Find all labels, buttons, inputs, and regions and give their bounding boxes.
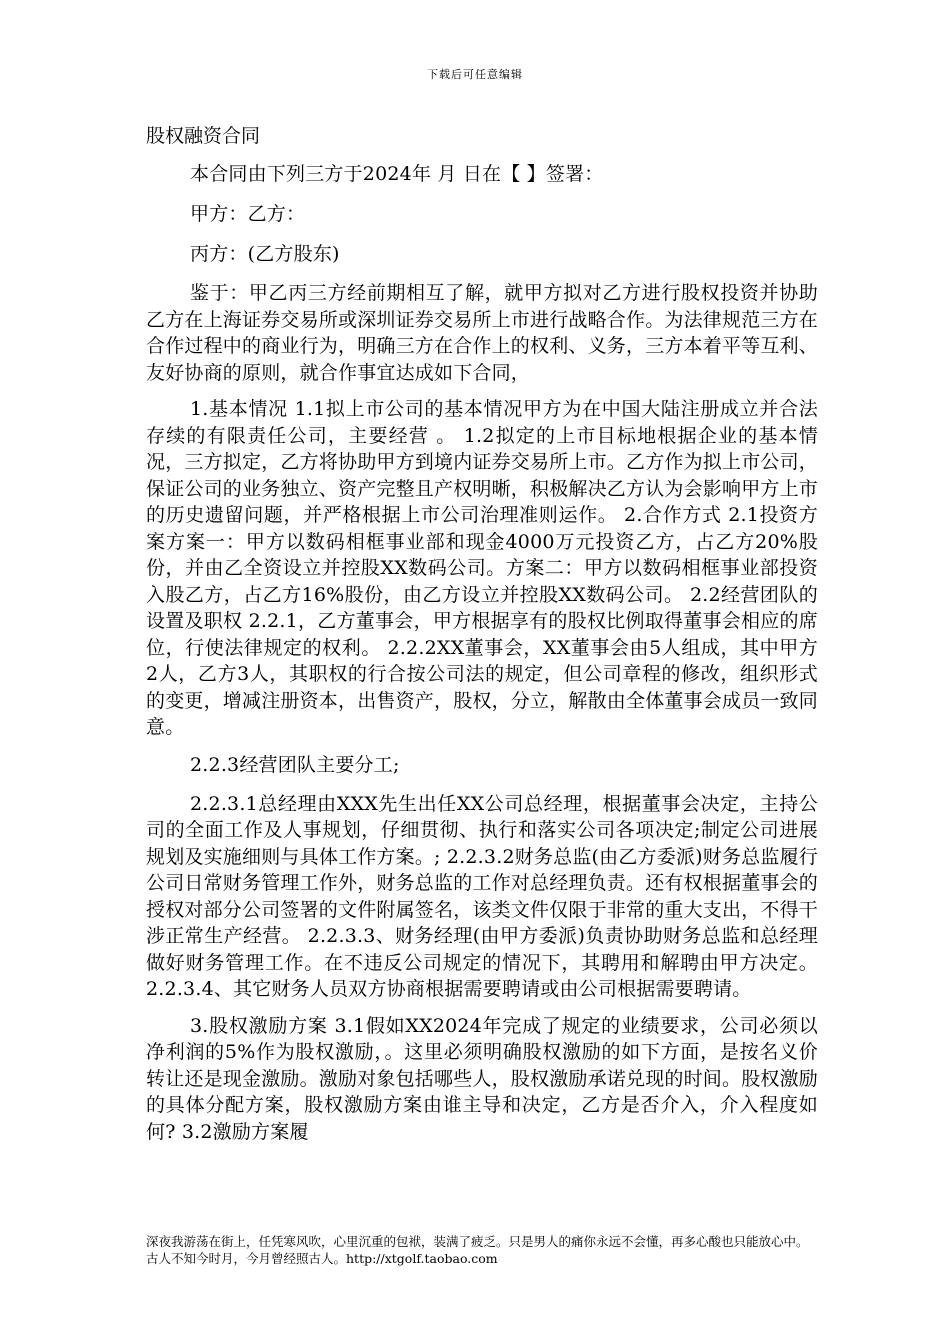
paragraph-whereas: 鉴于：甲乙丙三方经前期相互了解，就甲方拟对乙方进行股权投资并协助乙方在上海证券交易所或深圳证券交易所上市进行战略合作。为法律规范三方在合作过程中的商业行为，明确三方在合作上的权利、义务，三方本着平等互利、友好协商的原则，就合作事宜达成如下合同， bbox=[146, 282, 819, 384]
paragraph-section-3: 3.股权激励方案 3.1假如XX2024年完成了规定的业绩要求，公司必须以净利润的5%作为股权激励，。这里必须明确股权激励的如下方面，是按名义价转让还是现金激励。激励对象包括哪些人，股权激励承诺兑现的时间。股权激励的具体分配方案，股权激励方案由谁主导和决定，乙方是否介入，介入程度如何? 3.2激励方案履 bbox=[146, 1014, 819, 1143]
paragraph-section-2-2-3-x: 2.2.3.1总经理由XXX先生出任XX公司总经理，根据董事会决定，主持公司的全面工作及人事规划，仔细贯彻、执行和落实公司各项决定;制定公司进展规划及实施细则与具体工作方案。; 2.2.3.2财务总监(由乙方委派)财务总监履行公司日常财务管理工作外，财务总监的工作对总经理负责。还有权根据董事会的授权对部分公司签署的文件附属签名，该类文件仅限于非常的重大支出，不得干涉正常生产经营。 2.2.3.3、财务经理(由甲方委派)负责协助财务总监和总经理做好财务管理工作。在不违反公司规定的情况下，其聘用和解聘由甲方决定。 2.2.3.4、其它财务人员双方协商根据需要聘请或由公司根据需要聘请。 bbox=[146, 792, 819, 1000]
page-header-note: 下载后可任意编辑 bbox=[427, 68, 523, 81]
paragraph-party-c: 丙方：(乙方股东) bbox=[190, 243, 340, 265]
paragraph-party-a-b: 甲方：乙方： bbox=[190, 203, 306, 225]
paragraph-section-2-2-3: 2.2.3经营团队主要分工; bbox=[190, 753, 400, 776]
document-body bbox=[146, 122, 818, 1155]
paragraph-signing: 本合同由下列三方于2024年 月 日在【 】签署： bbox=[190, 163, 604, 185]
paragraph-section-1-2: 1.基本情况 1.1拟上市公司的基本情况甲方为在中国大陆注册成立并合法存续的有限责任公司，主要经营 。 1.2拟定的上市目标地根据企业的基本情况，三方拟定，乙方将协助甲方到境内证券交易所上市。乙方作为拟上市公司，保证公司的业务独立、资产完整且产权明晰，积极解决乙方认为会影响甲方上市的历史遗留问题，并严格根据上市公司治理准则运作。 2.合作方式 2.1投资方案方案一：甲方以数码相框事业部和现金4000万元投资乙方，占乙方20%股份，并由乙全资设立并控股XX数码公司。方案二：甲方以数码相框事业部投资入股乙方，占乙方16%股份，由乙方设立并控股XX数码公司。 2.2经营团队的设置及职权 2.2.1，乙方董事会，甲方根据享有的股权比例取得董事会相应的席位，行使法律规定的权利。 2.2.2XX董事会，XX董事会由5人组成，其中甲方2人，乙方3人，其职权的行合按公司法的规定，但公司章程的修改，组织形式的变更，增减注册资本，出售资产，股权，分立，解散由全体董事会成员一致同意。 bbox=[146, 398, 819, 738]
document-title: 股权融资合同 bbox=[146, 125, 261, 147]
page-footer-text: 深夜我游荡在街上，任凭寒风吹，心里沉重的包袱，装满了疲乏。只是男人的痛你永远不会懂，再多心酸也只能放心中。古人不知今时月，今月曾经照古人。http://xtgolf.taobao.com bbox=[146, 1234, 809, 1266]
